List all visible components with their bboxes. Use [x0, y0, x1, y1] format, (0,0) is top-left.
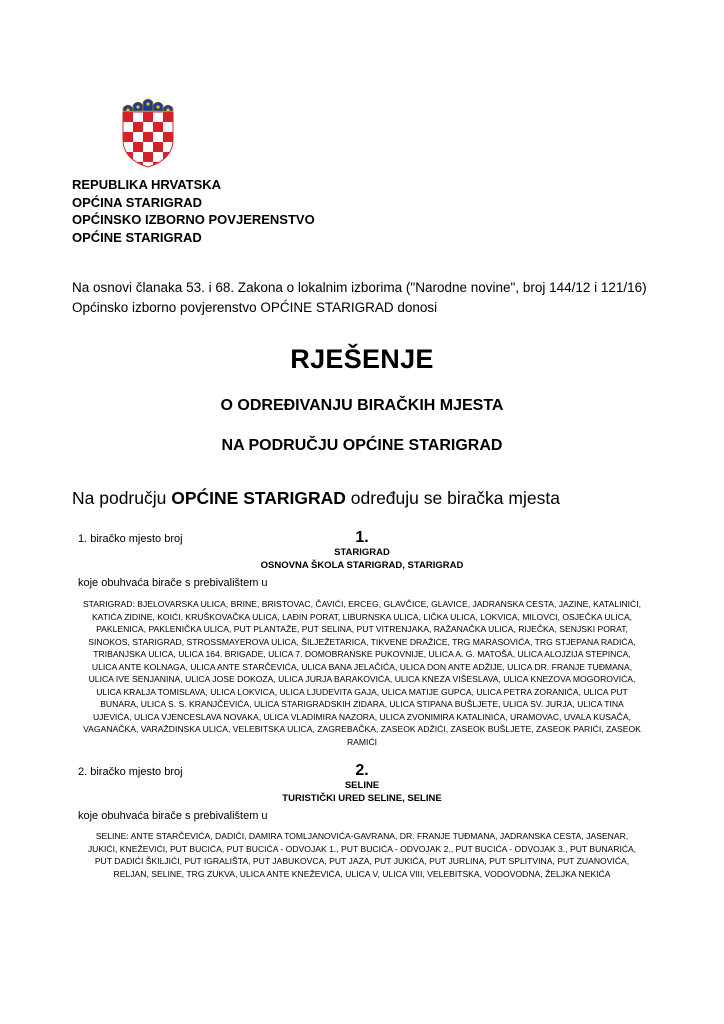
document-title: RJEŠENJE [290, 344, 434, 374]
crown-star [146, 102, 149, 105]
polling-place-2-address: TURISTIČKI URED SELINE, SELINE [282, 793, 442, 804]
document-subtitle-1: O ODREĐIVANJU BIRAČKIH MJESTA [220, 397, 504, 414]
shield-square [163, 152, 173, 162]
polling-place-1-label: 1. biračko mjesto broj [78, 533, 183, 545]
crown-star [126, 108, 129, 111]
polling-place-2-coverage-label: koje obuhvaća birače s prebivalištem u [78, 810, 268, 822]
shield-square [153, 132, 163, 142]
issuer-header [72, 176, 315, 246]
shield-square [143, 122, 153, 132]
header-line-commission: OPĆINSKO IZBORNO POVJERENSTVO [72, 212, 315, 227]
crown-star [166, 108, 169, 111]
lead-text-bold: OPĆINE STARIGRAD [171, 488, 346, 508]
shield-square [163, 112, 173, 122]
header-line-municipality-genitive: OPĆINE STARIGRAD [72, 229, 202, 245]
polling-place-2-label: 2. biračko mjesto broj [78, 766, 183, 778]
lead-text-after: određuju se biračka mjesta [345, 488, 560, 508]
shield-square [133, 132, 143, 142]
lead-sentence [72, 488, 560, 509]
shield-square [133, 142, 143, 152]
shield-square [163, 162, 173, 168]
polling-place-1-address: OSNOVNA ŠKOLA STARIGRAD, STARIGRAD [260, 560, 464, 571]
shield-square [123, 122, 133, 132]
crown-star [136, 105, 139, 108]
shield-square [133, 122, 143, 132]
document-subtitle-2: NA PODRUČJU OPĆINE STARIGRAD [221, 437, 503, 454]
coat-of-arms-emblem [120, 96, 176, 168]
shield-square [153, 112, 163, 122]
shield-square [163, 122, 173, 132]
polling-place-2-number: 2. [355, 762, 369, 779]
polling-place-1-name: STARIGRAD [334, 547, 390, 558]
polling-place-1-number: 1. [355, 529, 369, 546]
coat-of-arms-icon [120, 96, 176, 168]
shield-square [123, 162, 133, 168]
crown-star [156, 105, 159, 108]
shield-square [123, 152, 133, 162]
shield-square [153, 142, 163, 152]
polling-place-1-coverage-label: koje obuhvaća birače s prebivalištem u [78, 577, 268, 589]
header-line-municipality: OPĆINA STARIGRAD [72, 194, 202, 210]
shield-square [133, 112, 143, 122]
legal-basis-paragraph: Na osnovi članaka 53. i 68. Zakona o lokalnim izborima ("Narodne novine", broj 144/12 i 121/16) Općinsko izborno povjerenstvo OPĆINE STARIGRAD donosi [72, 280, 647, 315]
shield-square [123, 132, 133, 142]
shield-square [143, 112, 153, 122]
shield-square [143, 132, 153, 142]
lead-text-before: Na području [72, 488, 172, 508]
polling-place-2-name: SELINE [344, 780, 380, 791]
polling-place-2-streets: SELINE: ANTE STARČEVIĆA, DADIĆI, DAMIRA TOMLJANOVIĆA-GAVRANA, DR. FRANJE TUĐMANA, JADRANSKA CESTA, JASENAR, JUKIĆI, KNEŽEVIĆI, PUT BUCIĆA, PUT BUCIĆA - ODVOJAK 1., PUT BUCIĆA - ODVOJAK 2., PUT BUCIĆA - ODVOJAK 3., PUT BUNARIĆA, PUT DADIĆI ŠKILJIĆI, PUT IGRALIŠTA, PUT JABUKOVCA, PUT JAZA, PUT JUKIĆA, PUT JURLINA, PUT SPLITVINA, PUT ZUANOVIĆA, RELJAN, SELINE, TRG ZUKVA, ULICA ANTE KNEŽEVIĆA, ULICA V, ULICA VIII, VELEBITSKA, VODOVODNA, ŽELJKA NEKIĆA [87, 831, 637, 879]
polling-place-1-streets: STARIGRAD: BJELOVARSKA ULICA, BRINE, BRISTOVAC, ČAVIĆI, ERCEG, GLAVČICE, GLAVICE, JADRANSKA CESTA, JAZINE, KATALINIĆI, KATIĆA ZIDINE, KOIĆI, KRUŠKOVAČKA ULICA, LAĐIN PORAT, LIBURNSKA ULICA, LIČKA ULICA, LOKVICA, MILOVCI, OSJEČKA ULICA, PAKLENICA, PAKLENIČKA ULICA, PUT PLANTAŽE, PUT SELINA, PUT VITRENJAKA, RAŽANAČKA ULICA, RIJEČKA, SENJSKI PORAT, SINOKOS, STARIGRAD, STROSSMAYEROVA ULICA, ŠILJEŽETARICA, TIKVENE DRAŽICE, TRG MARASOVIĆA, TRG STJEPANA RADIĆA, TRIBANJSKA ULICA, ULICA 164. BRIGADE, ULICA 7. DOMOBRANSKE PUKOVNIJE, ULICA A. G. MATOŠA, ULICA ALOJZIJA STEPINCA, ULICA ANTE KOLNAGA, ULICA ANTE STARČEVIĆA, ULICA BANA JELAČIĆA, ULICA DON ANTE ADŽIJE, ULICA DR. FRANJE TUĐMANA, ULICA IVE SENJANINA, ULICA JOSE DOKOZA, ULICA JURJA BARAKOVIĆA, ULICA KNEZA VIŠESLAVA, ULICA KNEZOVA MOGOROVIĆA, ULICA KRALJA TOMISLAVA, ULICA LOKVICA, ULICA LJUDEVITA GAJA, ULICA MATIJE GUPCA, ULICA PETRA ZORANIĆA, ULICA PUT BUNARA, ULICA S. S. KRANJČEVIĆA, ULICA STARIGRADSKIH ZIDARA, ULICA STIPANA BUŠLJETE, ULICA SV. JURJA, ULICA TINA UJEVIĆA, ULICA VJENCESLAVA NOVAKA, ULICA VLADIMIRA NAZORA, ULICA ZVONIMIRA KATALINIĆA, URAMOVAC, UVALA KUSAČA, VAGANAČKA, VARAŽDINSKA ULICA, VELEBITSKA ULICA, ZAGREBAČKA, ZASEOK ADŽIĆI, ZASEOK BUŠLJETE, ZASEOK PARIĆI, ZASEOK RAMIĆI [82, 599, 642, 747]
shield-square [143, 152, 153, 162]
shield-square [123, 112, 133, 122]
header-line-republic: REPUBLIKA HRVATSKA [72, 177, 222, 192]
shield-square [143, 142, 153, 152]
shield-square [163, 132, 173, 142]
shield-square [153, 122, 163, 132]
